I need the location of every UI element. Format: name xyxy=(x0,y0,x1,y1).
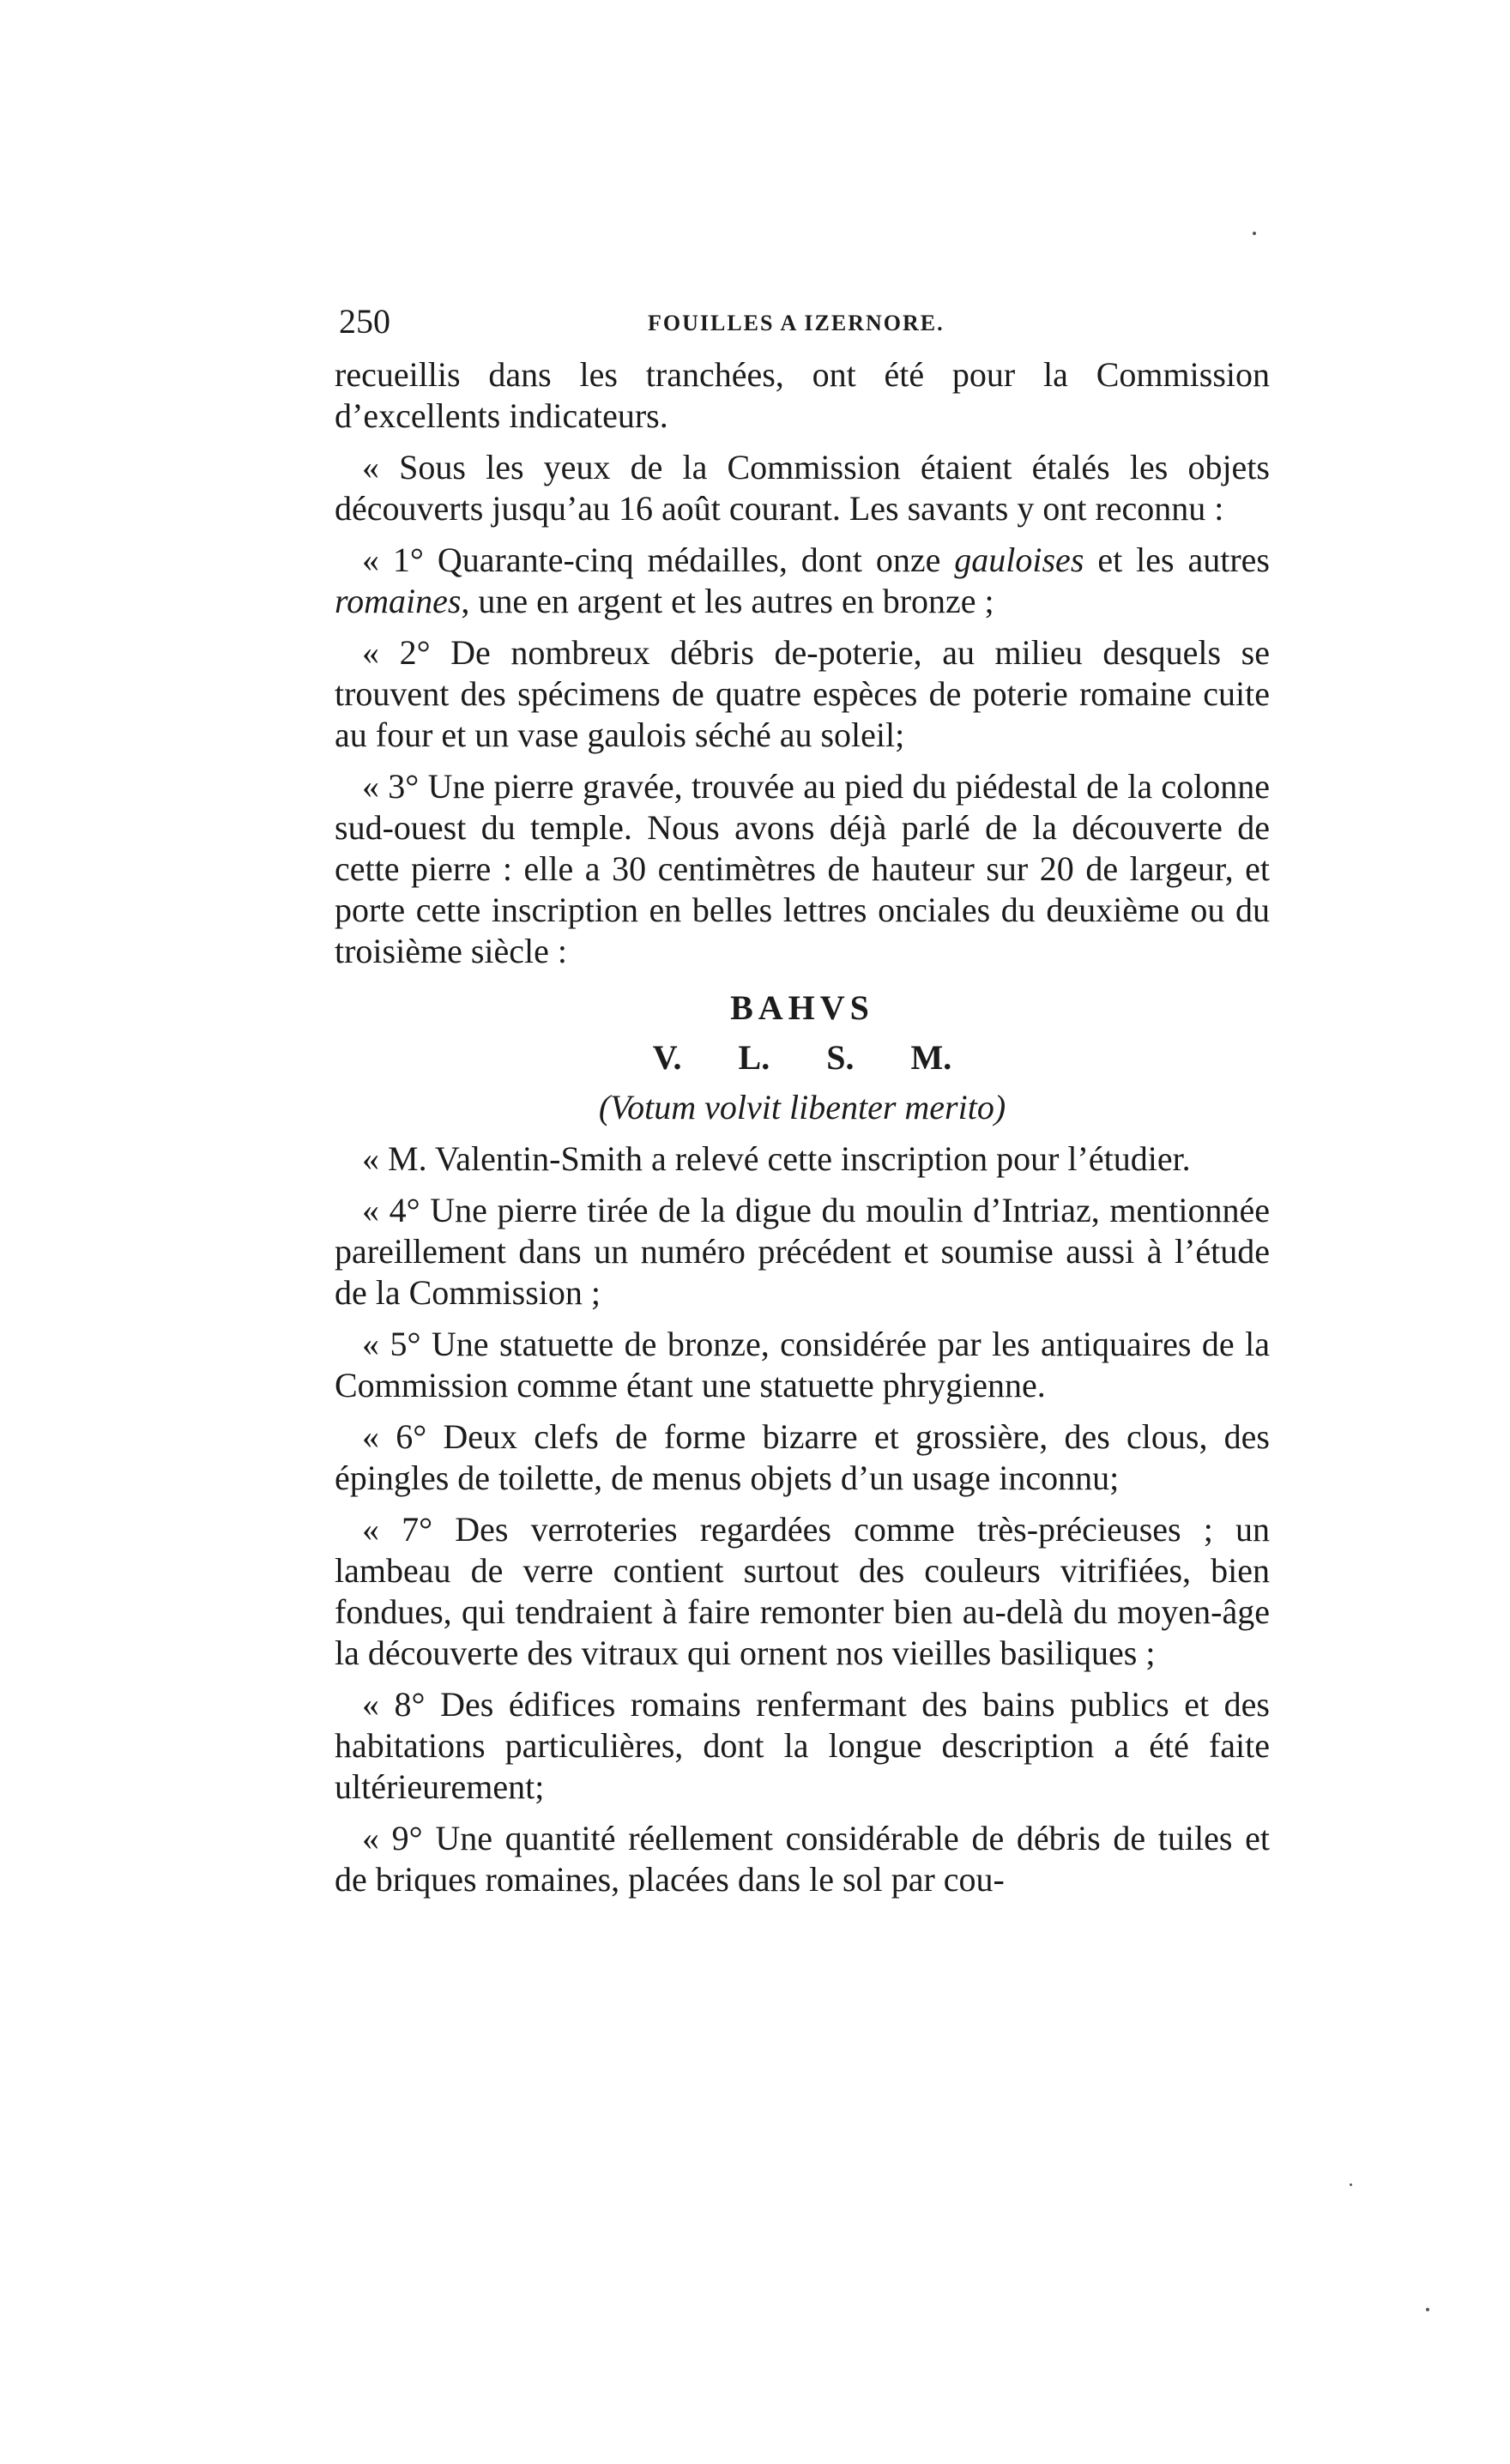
item-1-gauloises: gauloises xyxy=(954,541,1084,579)
paragraph-item-2: « 2° De nombreux débris de-poterie, au milieu desquels se trouvent des spécimens de quatre espèces de poterie romaine cuite au four et un vase gaulois séché au soleil; xyxy=(335,633,1270,754)
inscription-line-1: BAHVS xyxy=(730,988,874,1027)
item-1-romaines: romaines xyxy=(335,582,462,620)
running-title: FOUILLES A IZERNORE. xyxy=(648,311,945,335)
paragraph-item-5: « 5° Une statuette de bronze, considérée par les antiquaires de la Commission comme étant une statuette phrygienne. xyxy=(335,1325,1270,1404)
print-speck xyxy=(1253,232,1256,235)
paragraph-item-9: « 9° Une quantité réellement considérable de débris de tuiles et de briques romaines, placées dans le sol par cou- xyxy=(335,1819,1270,1899)
paragraph-item-4: « 4° Une pierre tirée de la digue du moulin d’Intriaz, mentionnée pareillement dans un numéro précédent et soumise aussi à l’étude de la Commission ; xyxy=(335,1191,1270,1312)
inscription-line-2: V. L. S. M. xyxy=(652,1038,952,1077)
paragraph-item-1 xyxy=(335,540,1270,622)
body-text xyxy=(335,354,1270,1911)
page-header xyxy=(339,296,1274,347)
print-speck xyxy=(1350,2183,1352,2186)
inscription-translation: (Votum volvit libenter merito) xyxy=(598,1088,1006,1126)
print-speck xyxy=(1426,2308,1429,2311)
paragraph-item-3: « 3° Une pierre gravée, trouvée au pied du piédestal de la colonne sud-ouest du temple. Nous avons déjà parlé de la découverte de cette pierre : elle a 30 centimètres de hauteur sur 20 de largeur, et porte cette inscription en belles lettres onciales du deuxième ou du troisième siècle : xyxy=(335,767,1270,970)
paragraph-valentin-smith: « M. Valentin-Smith a relevé cette inscription pour l’étudier. xyxy=(362,1139,1191,1178)
page-number: 250 xyxy=(339,302,390,341)
paragraph-item-8: « 8° Des édifices romains renfermant des bains publics et des habitations particulières, dont la longue description a été faite ultérieurement; xyxy=(335,1685,1270,1806)
item-1-mid: et les autres xyxy=(1084,541,1270,579)
paragraph-item-6: « 6° Deux clefs de forme bizarre et grossière, des clous, des épingles de toilette, de menus objets d’un usage inconnu; xyxy=(335,1417,1270,1497)
item-1-suffix: , une en argent et les autres en bronze ; xyxy=(461,582,994,620)
paragraph-continuation: recueillis dans les tranchées, ont été pour la Commission d’excellents indicateurs. xyxy=(335,355,1270,435)
inscription-block xyxy=(335,984,1270,1132)
paragraph-objects-intro: « Sous les yeux de la Commission étaient étalés les objets découverts jusqu’au 16 août courant. Les savants y ont reconnu : xyxy=(335,448,1270,528)
item-1-prefix: « 1° Quarante-cinq médailles, dont onze xyxy=(362,541,955,579)
paragraph-item-7: « 7° Des verroteries regardées comme très-précieuses ; un lambeau de verre contient surtout des couleurs vitrifiées, bien fondues, qui tendraient à faire remonter bien au-delà du moyen-âge la découverte des vitraux qui ornent nos vieilles basiliques ; xyxy=(335,1510,1270,1672)
